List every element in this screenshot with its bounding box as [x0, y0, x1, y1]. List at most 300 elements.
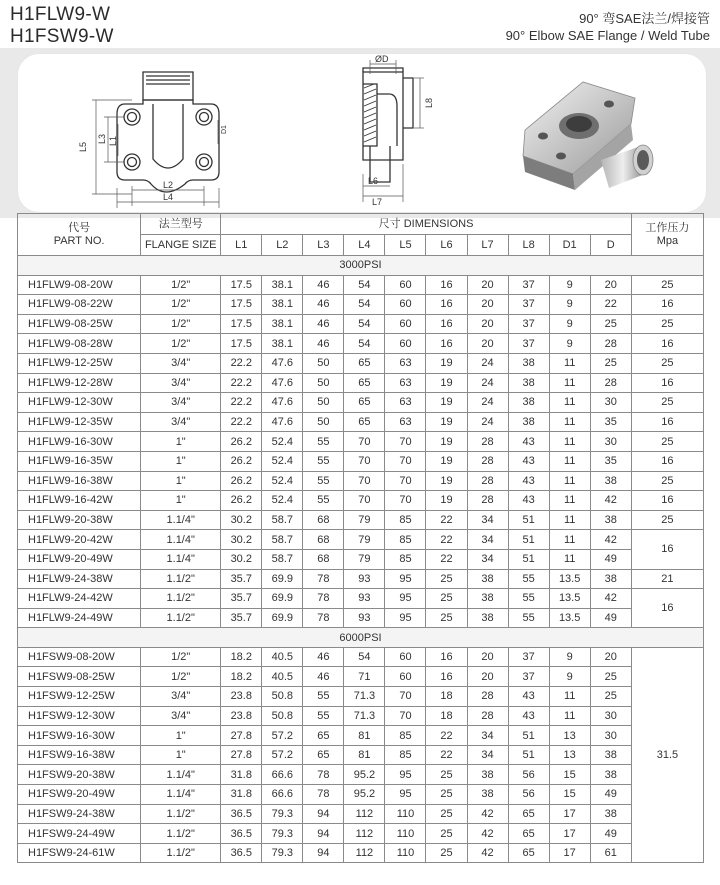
section-label: 6000PSI	[18, 628, 704, 648]
dimension-cell: 24	[467, 393, 508, 413]
pressure-cell: 25	[631, 393, 703, 413]
dimension-cell: 93	[344, 589, 385, 609]
dimension-cell: 38	[467, 608, 508, 628]
dimension-cell: 22	[426, 549, 467, 569]
flange-size-cell: 1.1/2"	[141, 589, 221, 609]
dimension-cell: 56	[508, 765, 549, 785]
table-row	[18, 589, 704, 609]
dimension-cell: 30.2	[221, 549, 262, 569]
pressure-cell: 16	[631, 530, 703, 569]
side-view-drawing	[328, 54, 448, 206]
dimension-cell: 25	[426, 804, 467, 824]
part-number-cell: H1FSW9-24-38W	[18, 804, 141, 824]
dimension-cell: 50	[303, 353, 344, 373]
dimension-cell: 36.5	[221, 824, 262, 844]
dimension-cell: 69.9	[262, 608, 303, 628]
dimension-cell: 9	[549, 314, 590, 334]
dimension-cell: 20	[467, 275, 508, 295]
dimension-cell: 28	[467, 432, 508, 452]
part-number-cell: H1FLW9-16-30W	[18, 432, 141, 452]
dimension-cell: 65	[344, 412, 385, 432]
dimension-cell: 37	[508, 295, 549, 315]
dimension-cell: 27.8	[221, 745, 262, 765]
dimension-cell: 22	[590, 295, 631, 315]
dimension-cell: 13.5	[549, 569, 590, 589]
header-dim-col: L8	[508, 235, 549, 256]
flange-size-cell: 1.1/2"	[141, 843, 221, 863]
dimension-cell: 38	[590, 510, 631, 530]
flange-size-cell: 1"	[141, 471, 221, 491]
dimension-cell: 25	[590, 314, 631, 334]
dimension-cell: 50	[303, 373, 344, 393]
dimension-cell: 28	[467, 491, 508, 511]
flange-size-cell: 1/2"	[141, 667, 221, 687]
header-flange-en: FLANGE SIZE	[141, 235, 221, 256]
pressure-cell: 25	[631, 432, 703, 452]
dimension-cell: 17.5	[221, 275, 262, 295]
dimension-cell: 30.2	[221, 530, 262, 550]
part-number-cell: H1FSW9-08-20W	[18, 647, 141, 667]
dimension-cell: 20	[590, 275, 631, 295]
dimension-cell: 13	[549, 726, 590, 746]
dimension-cell: 46	[303, 295, 344, 315]
pressure-cell: 31.5	[631, 647, 703, 863]
dimension-cell: 9	[549, 667, 590, 687]
dimension-cell: 17	[549, 843, 590, 863]
dim-label: L4	[163, 192, 174, 202]
dimension-cell: 24	[467, 353, 508, 373]
dimension-cell: 112	[344, 824, 385, 844]
dimension-cell: 94	[303, 824, 344, 844]
flange-size-cell: 1"	[141, 745, 221, 765]
dimension-cell: 85	[385, 549, 426, 569]
dimension-cell: 78	[303, 765, 344, 785]
dimension-cell: 43	[508, 687, 549, 707]
dimension-cell: 55	[303, 491, 344, 511]
dimension-cell: 42	[590, 589, 631, 609]
dimension-cell: 63	[385, 373, 426, 393]
dimension-cell: 66.6	[262, 765, 303, 785]
dimension-cell: 49	[590, 549, 631, 569]
part-number-cell: H1FSW9-12-25W	[18, 687, 141, 707]
dimension-cell: 28	[590, 334, 631, 354]
spec-table-body	[18, 256, 704, 863]
dimension-cell: 94	[303, 843, 344, 863]
dimension-cell: 18	[426, 687, 467, 707]
dimension-cell: 78	[303, 608, 344, 628]
dimension-cell: 11	[549, 549, 590, 569]
table-row	[18, 295, 704, 315]
description-block	[506, 10, 710, 44]
dimension-cell: 54	[344, 275, 385, 295]
flange-size-cell: 1"	[141, 491, 221, 511]
pressure-cell: 25	[631, 353, 703, 373]
dimension-cell: 78	[303, 785, 344, 805]
dimension-cell: 38	[590, 804, 631, 824]
pressure-cell: 16	[631, 412, 703, 432]
dimension-cell: 68	[303, 549, 344, 569]
flange-size-cell: 3/4"	[141, 706, 221, 726]
dimension-cell: 65	[508, 804, 549, 824]
description-en: 90° Elbow SAE Flange / Weld Tube	[505, 28, 710, 43]
dimension-cell: 85	[385, 530, 426, 550]
dimension-cell: 55	[303, 432, 344, 452]
dimension-cell: 68	[303, 510, 344, 530]
dimension-cell: 50.8	[262, 706, 303, 726]
part-number-cell: H1FLW9-08-28W	[18, 334, 141, 354]
dimension-cell: 63	[385, 353, 426, 373]
dimension-cell: 25	[426, 843, 467, 863]
dimension-cell: 60	[385, 314, 426, 334]
dimension-cell: 70	[385, 687, 426, 707]
dimension-cell: 17	[549, 804, 590, 824]
dimension-cell: 30	[590, 706, 631, 726]
dimension-cell: 38.1	[262, 295, 303, 315]
dimension-cell: 43	[508, 451, 549, 471]
dimension-cell: 54	[344, 295, 385, 315]
dimension-cell: 34	[467, 530, 508, 550]
dimension-cell: 51	[508, 745, 549, 765]
dimension-cell: 20	[467, 647, 508, 667]
part-number-cell: H1FLW9-08-22W	[18, 295, 141, 315]
dimension-cell: 28	[467, 706, 508, 726]
dimension-cell: 70	[385, 432, 426, 452]
dimension-cell: 38	[590, 569, 631, 589]
dimension-cell: 46	[303, 314, 344, 334]
dimension-cell: 38	[467, 785, 508, 805]
dimension-cell: 52.4	[262, 432, 303, 452]
dimension-cell: 65	[303, 726, 344, 746]
dim-label: L7	[372, 197, 383, 206]
table-row	[18, 432, 704, 452]
flange-size-cell: 1.1/4"	[141, 510, 221, 530]
dimension-cell: 95	[385, 608, 426, 628]
flange-size-cell: 1.1/4"	[141, 530, 221, 550]
dimension-cell: 69.9	[262, 589, 303, 609]
dimension-cell: 28	[467, 451, 508, 471]
dimension-cell: 95	[385, 589, 426, 609]
flange-size-cell: 1.1/4"	[141, 549, 221, 569]
dimension-cell: 13	[549, 745, 590, 765]
dimension-cell: 16	[426, 667, 467, 687]
table-row	[18, 608, 704, 628]
table-row	[18, 667, 704, 687]
dimension-cell: 16	[426, 647, 467, 667]
part-number-cell: H1FLW9-20-38W	[18, 510, 141, 530]
dimension-cell: 50.8	[262, 687, 303, 707]
header-pressure-unit: Mpa	[656, 234, 679, 247]
dimension-cell: 70	[385, 706, 426, 726]
dimension-cell: 79.3	[262, 804, 303, 824]
dimension-cell: 38	[467, 765, 508, 785]
header-dim-col: L6	[426, 235, 467, 256]
dimension-cell: 17	[549, 824, 590, 844]
dimension-cell: 28	[467, 471, 508, 491]
dimension-cell: 65	[508, 843, 549, 863]
table-row	[18, 706, 704, 726]
dimension-cell: 55	[303, 687, 344, 707]
dimension-cell: 43	[508, 491, 549, 511]
header-dim-col: L2	[262, 235, 303, 256]
pressure-cell: 16	[631, 295, 703, 315]
dim-label: D1	[221, 125, 228, 134]
dimension-cell: 37	[508, 667, 549, 687]
part-number-cell: H1FLW9-20-42W	[18, 530, 141, 550]
dimension-cell: 110	[385, 824, 426, 844]
dimension-cell: 36.5	[221, 804, 262, 824]
header-dim-col: L5	[385, 235, 426, 256]
dimension-cell: 27.8	[221, 726, 262, 746]
dimension-cell: 54	[344, 314, 385, 334]
dimension-cell: 20	[467, 314, 508, 334]
pressure-cell: 16	[631, 589, 703, 628]
dimension-cell: 38	[467, 569, 508, 589]
dimension-cell: 11	[549, 530, 590, 550]
dimension-cell: 47.6	[262, 353, 303, 373]
dimension-cell: 42	[467, 843, 508, 863]
dimension-cell: 19	[426, 393, 467, 413]
dimension-cell: 20	[467, 295, 508, 315]
flange-size-cell: 1/2"	[141, 647, 221, 667]
dimension-cell: 30	[590, 432, 631, 452]
part-number-cell: H1FLW9-24-49W	[18, 608, 141, 628]
dimension-cell: 15	[549, 785, 590, 805]
dim-label: ØD	[375, 54, 389, 64]
dimension-cell: 13.5	[549, 608, 590, 628]
dimension-cell: 43	[508, 432, 549, 452]
flange-size-cell: 3/4"	[141, 393, 221, 413]
dimension-cell: 38	[590, 471, 631, 491]
dimension-cell: 35	[590, 451, 631, 471]
dimension-cell: 26.2	[221, 451, 262, 471]
dimension-cell: 11	[549, 393, 590, 413]
dimension-cell: 55	[303, 451, 344, 471]
table-row	[18, 647, 704, 667]
dimension-cell: 85	[385, 726, 426, 746]
front-view-drawing	[68, 62, 258, 210]
flange-size-cell: 1/2"	[141, 334, 221, 354]
header-part-no-cn: 代号	[68, 221, 91, 234]
dimension-cell: 79.3	[262, 843, 303, 863]
section-row	[18, 628, 704, 648]
product-code-title: H1FSW9-W	[10, 26, 114, 47]
dimension-cell: 11	[549, 491, 590, 511]
dimension-cell: 52.4	[262, 451, 303, 471]
dimension-cell: 46	[303, 647, 344, 667]
dimension-cell: 31.8	[221, 765, 262, 785]
dimension-cell: 38	[508, 412, 549, 432]
part-number-cell: H1FSW9-16-38W	[18, 745, 141, 765]
dimension-cell: 19	[426, 432, 467, 452]
dimension-cell: 18.2	[221, 647, 262, 667]
table-row	[18, 471, 704, 491]
dimension-cell: 43	[508, 706, 549, 726]
dimension-cell: 9	[549, 647, 590, 667]
table-row	[18, 785, 704, 805]
flange-size-cell: 1.1/2"	[141, 804, 221, 824]
dimension-cell: 47.6	[262, 412, 303, 432]
dimension-cell: 56	[508, 785, 549, 805]
dimension-cell: 65	[344, 353, 385, 373]
table-row	[18, 843, 704, 863]
dimension-cell: 11	[549, 412, 590, 432]
part-number-cell: H1FLW9-16-35W	[18, 451, 141, 471]
header-dim-col: D1	[549, 235, 590, 256]
dimension-cell: 17.5	[221, 295, 262, 315]
dimension-cell: 110	[385, 804, 426, 824]
dimension-cell: 22	[426, 726, 467, 746]
dimension-cell: 70	[344, 491, 385, 511]
dimension-cell: 18	[426, 706, 467, 726]
table-row	[18, 412, 704, 432]
dimension-cell: 49	[590, 608, 631, 628]
dimension-cell: 63	[385, 412, 426, 432]
flange-size-cell: 3/4"	[141, 412, 221, 432]
dimension-cell: 79	[344, 510, 385, 530]
dimension-cell: 58.7	[262, 510, 303, 530]
dimension-cell: 50	[303, 393, 344, 413]
dimension-cell: 40.5	[262, 667, 303, 687]
title-block	[10, 4, 114, 48]
pressure-cell: 25	[631, 471, 703, 491]
dimension-cell: 78	[303, 589, 344, 609]
table-row	[18, 393, 704, 413]
dimension-cell: 34	[467, 549, 508, 569]
section-row	[18, 256, 704, 276]
dimension-cell: 50	[303, 412, 344, 432]
dimension-cell: 28	[467, 687, 508, 707]
dimension-cell: 22.2	[221, 393, 262, 413]
dimension-cell: 68	[303, 530, 344, 550]
dimension-cell: 35.7	[221, 589, 262, 609]
dimension-cell: 17.5	[221, 334, 262, 354]
dimension-cell: 46	[303, 667, 344, 687]
dimension-cell: 11	[549, 687, 590, 707]
header-pressure	[631, 214, 703, 256]
flange-size-cell: 1"	[141, 726, 221, 746]
product-3d-image	[513, 64, 673, 204]
dimension-cell: 25	[590, 687, 631, 707]
dimension-cell: 46	[303, 275, 344, 295]
dimension-cell: 95.2	[344, 785, 385, 805]
dimension-cell: 52.4	[262, 491, 303, 511]
dimension-cell: 38	[467, 589, 508, 609]
dimension-cell: 11	[549, 471, 590, 491]
dimension-cell: 16	[426, 295, 467, 315]
dimension-cell: 9	[549, 275, 590, 295]
dimension-cell: 30	[590, 726, 631, 746]
dimension-cell: 28	[590, 373, 631, 393]
dimension-cell: 65	[344, 393, 385, 413]
header-dim-col: L7	[467, 235, 508, 256]
section-label: 3000PSI	[18, 256, 704, 276]
table-row	[18, 275, 704, 295]
dimension-cell: 71.3	[344, 706, 385, 726]
dimension-cell: 70	[344, 471, 385, 491]
header-pressure-cn: 工作压力	[645, 221, 690, 234]
dimension-cell: 38.1	[262, 275, 303, 295]
dimension-cell: 52.4	[262, 471, 303, 491]
part-number-cell: H1FLW9-12-25W	[18, 353, 141, 373]
dimension-cell: 51	[508, 530, 549, 550]
dimension-cell: 24	[467, 412, 508, 432]
dimension-cell: 36.5	[221, 843, 262, 863]
dimension-cell: 22.2	[221, 373, 262, 393]
part-number-cell: H1FSW9-24-61W	[18, 843, 141, 863]
dimension-cell: 54	[344, 647, 385, 667]
dimension-cell: 25	[426, 569, 467, 589]
flange-size-cell: 1.1/2"	[141, 608, 221, 628]
part-number-cell: H1FLW9-24-38W	[18, 569, 141, 589]
table-row	[18, 334, 704, 354]
dimension-cell: 37	[508, 334, 549, 354]
dimension-cell: 93	[344, 569, 385, 589]
dimension-cell: 22	[426, 530, 467, 550]
dimension-cell: 38	[508, 373, 549, 393]
dimension-cell: 26.2	[221, 491, 262, 511]
drawing-panel	[17, 53, 707, 213]
dimension-cell: 26.2	[221, 471, 262, 491]
part-number-cell: H1FLW9-08-20W	[18, 275, 141, 295]
table-row	[18, 765, 704, 785]
dimension-cell: 11	[549, 373, 590, 393]
dimension-cell: 85	[385, 510, 426, 530]
dimension-cell: 66.6	[262, 785, 303, 805]
dimension-cell: 38	[508, 393, 549, 413]
dimension-cell: 46	[303, 334, 344, 354]
dimension-cell: 13.5	[549, 589, 590, 609]
dimension-cell: 11	[549, 432, 590, 452]
pressure-cell: 16	[631, 451, 703, 471]
dimension-cell: 19	[426, 491, 467, 511]
dimension-cell: 81	[344, 726, 385, 746]
dimension-cell: 42	[467, 804, 508, 824]
dimension-cell: 112	[344, 843, 385, 863]
dimension-cell: 55	[508, 608, 549, 628]
dim-label: L3	[97, 133, 107, 144]
flange-size-cell: 1"	[141, 432, 221, 452]
dimension-cell: 30.2	[221, 510, 262, 530]
part-number-cell: H1FLW9-20-49W	[18, 549, 141, 569]
part-number-cell: H1FLW9-12-35W	[18, 412, 141, 432]
dimension-cell: 70	[344, 432, 385, 452]
dimension-cell: 35	[590, 412, 631, 432]
dimension-cell: 38.1	[262, 314, 303, 334]
header-dim-col: L3	[303, 235, 344, 256]
dim-label: L8	[424, 97, 434, 108]
dimension-cell: 22	[426, 510, 467, 530]
dimension-cell: 57.2	[262, 745, 303, 765]
part-number-cell: H1FSW9-12-30W	[18, 706, 141, 726]
dimension-cell: 11	[549, 353, 590, 373]
dimension-cell: 25	[426, 608, 467, 628]
pressure-cell: 25	[631, 510, 703, 530]
dim-label: L5	[78, 141, 88, 152]
dimension-cell: 85	[385, 745, 426, 765]
dimension-cell: 9	[549, 295, 590, 315]
flange-size-cell: 3/4"	[141, 373, 221, 393]
dimension-cell: 34	[467, 726, 508, 746]
dimension-cell: 11	[549, 706, 590, 726]
dimension-cell: 55	[303, 706, 344, 726]
dimension-cell: 70	[385, 471, 426, 491]
dimension-cell: 37	[508, 314, 549, 334]
dim-label: L2	[163, 180, 174, 190]
dimension-cell: 30	[590, 393, 631, 413]
dimension-cell: 95.2	[344, 765, 385, 785]
dimension-cell: 16	[426, 275, 467, 295]
dimension-cell: 95	[385, 785, 426, 805]
